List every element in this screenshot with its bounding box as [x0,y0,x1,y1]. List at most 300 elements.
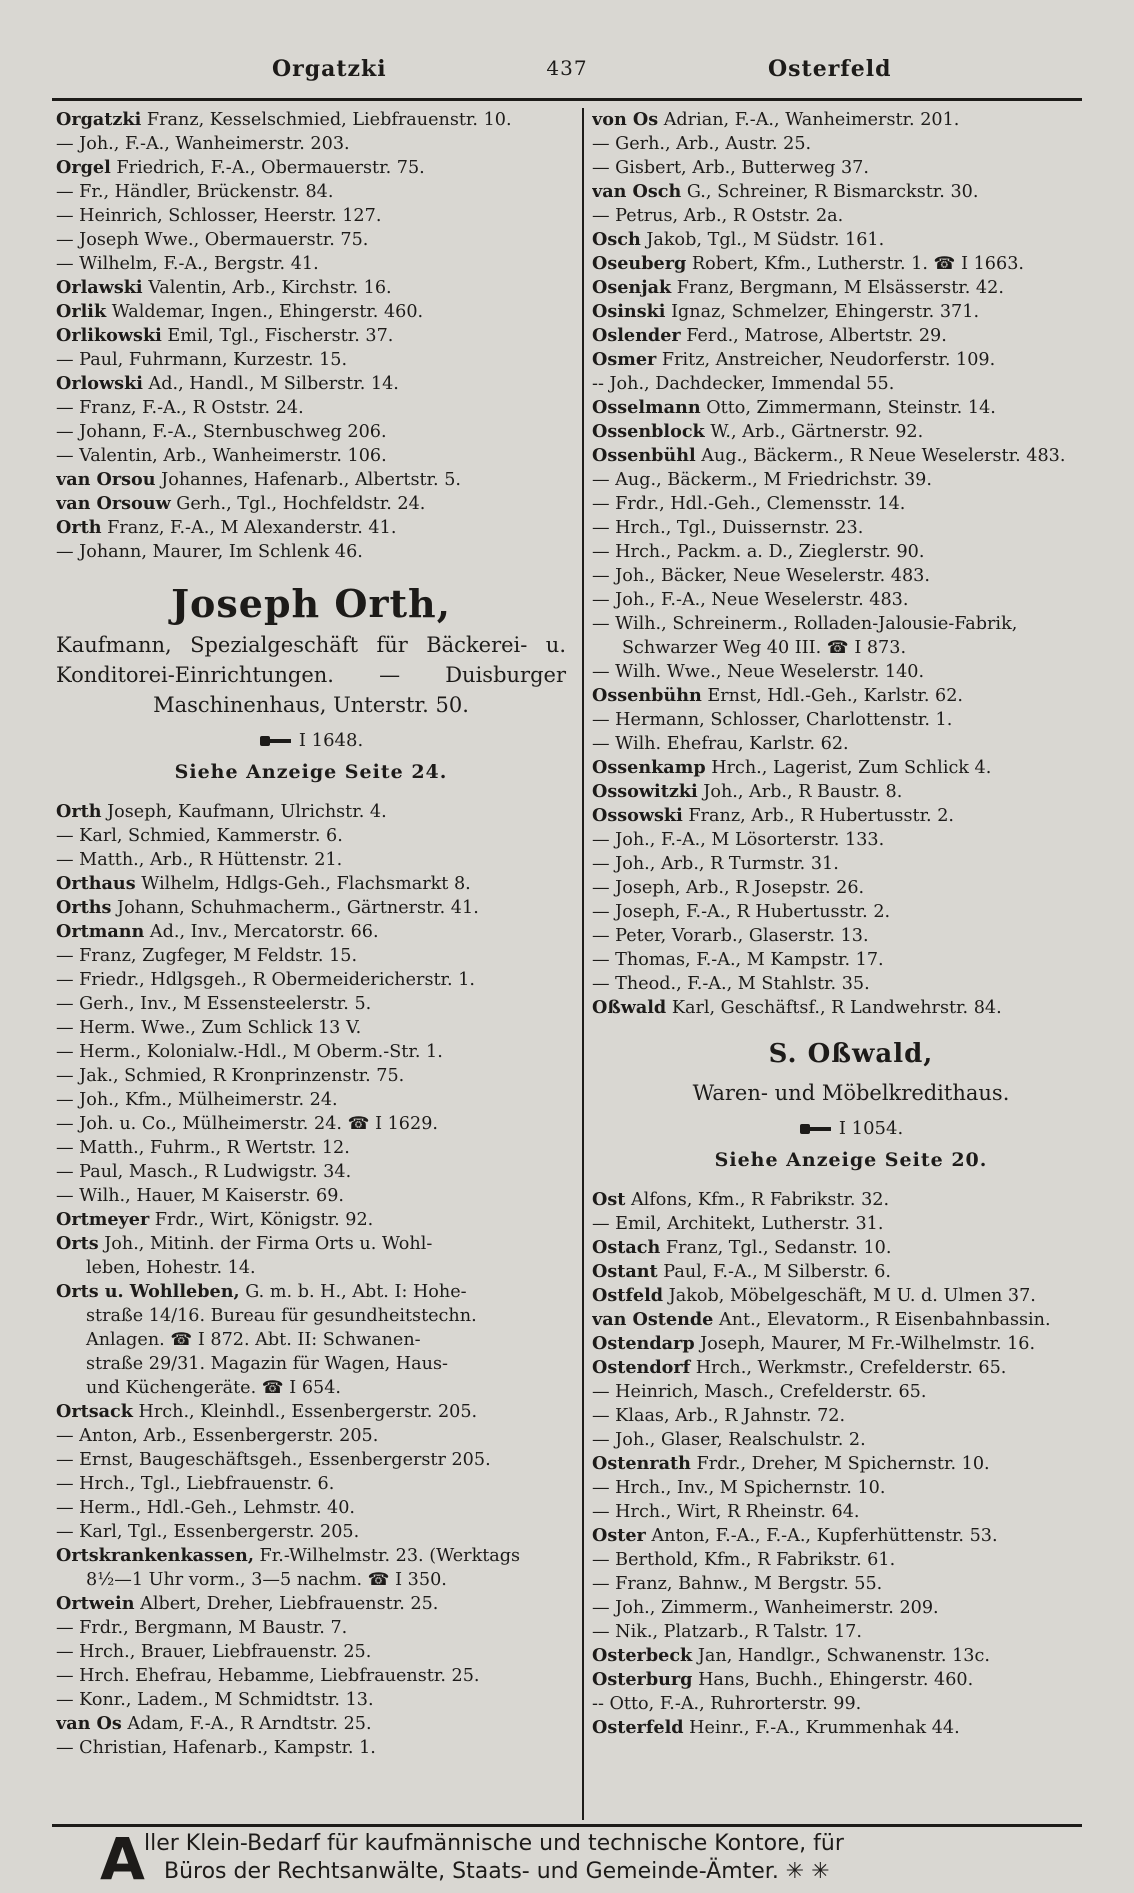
directory-entry [56,372,566,396]
directory-entry [56,1568,566,1592]
entry-details: — Emil, Architekt, Lutherstr. 31. [592,1214,884,1234]
entry-details: Valentin, Arb., Kirchstr. 16. [142,278,392,298]
ad-phone-number: I 1054. [838,1118,904,1139]
entry-details: Joseph, Maurer, M Fr.-Wilhelmstr. 16. [694,1334,1036,1354]
directory-entry [592,228,1110,252]
entry-details: Franz, Tgl., Sedanstr. 10. [660,1238,892,1258]
entry-details: — Konr., Ladem., M Schmidtstr. 13. [56,1690,374,1710]
entry-details: — Heinrich, Masch., Crefelderstr. 65. [592,1382,927,1402]
entry-surname: Orts [56,1233,99,1254]
entry-details: — Gisbert, Arb., Butterweg 37. [592,158,869,178]
directory-entry [56,1712,566,1736]
directory-entry [56,1280,566,1304]
directory-entry [592,1284,1110,1308]
entry-details: Anton, F.-A., F.-A., Kupferhüttenstr. 53. [645,1526,998,1546]
directory-entry [592,1668,1110,1692]
directory-entry [56,1352,566,1376]
entry-details: Hans, Buchh., Ehingerstr. 460. [692,1670,974,1690]
directory-entry [592,1476,1110,1500]
directory-entry [56,1592,566,1616]
entry-details: — Hrch., Tgl., Liebfrauenstr. 6. [56,1474,335,1494]
entry-details: Otto, Zimmermann, Steinstr. 14. [700,398,996,418]
directory-entry [56,1640,566,1664]
entry-details: — Gerh., Inv., M Essensteelerstr. 5. [56,994,372,1014]
entry-details: Ferd., Matrose, Albertstr. 29. [680,326,947,346]
entry-details: — Joh., Glaser, Realschulstr. 2. [592,1430,866,1450]
directory-entry [592,1452,1110,1476]
directory-entry [592,324,1110,348]
directory-entry [592,396,1110,420]
directory-entry [56,1064,566,1088]
entry-surname: Orlik [56,301,107,322]
entry-details: Joh., Mitinh. der Firma Orts u. Wohl- [98,1234,433,1254]
directory-entry [56,492,566,516]
footer-advertisement [100,1825,1082,1893]
directory-entry [592,1644,1110,1668]
entry-details: Frdr., Wirt, Königstr. 92. [149,1210,374,1230]
entry-details: Anlagen. ☎ I 872. Abt. II: Schwanen- [86,1330,421,1350]
ad-line: Konditorei-Einrichtungen. — Duisburger [56,663,566,687]
entry-surname: Ossenkamp [592,757,706,778]
directory-entry [56,848,566,872]
entry-details: — Franz, Bahnw., M Bergstr. 55. [592,1574,883,1594]
directory-entry [56,300,566,324]
directory-entry [592,684,1110,708]
directory-entry [56,180,566,204]
directory-entry [56,324,566,348]
header-rule [52,98,1082,101]
entry-details: — Karl, Tgl., Essenbergerstr. 205. [56,1522,360,1542]
entry-details: — Joh., Kfm., Mülheimerstr. 24. [56,1090,338,1110]
directory-entry [592,1620,1110,1644]
directory-entry [592,1356,1110,1380]
entry-surname: van Orsou [56,469,156,490]
entry-details: — Matth., Fuhrm., R Wertstr. 12. [56,1138,350,1158]
entry-surname: Ortwein [56,1593,135,1614]
entry-details: Wilhelm, Hdlgs-Geh., Flachsmarkt 8. [135,874,471,894]
directory-entry [56,968,566,992]
entry-details: Schwarzer Weg 40 III. ☎ I 873. [622,638,907,658]
entry-surname: van Ostende [592,1309,714,1330]
directory-entry [592,876,1110,900]
entry-surname: Ortsack [56,1401,133,1422]
entry-surname: Oseuberg [592,253,687,274]
entry-details: — Hrch. Ehefrau, Hebamme, Liebfrauenstr. 25. [56,1666,480,1686]
advertisement-joseph-orth [56,578,566,786]
directory-entry [592,300,1110,324]
entry-details: — Paul, Fuhrmann, Kurzestr. 15. [56,350,348,370]
directory-entry [56,1040,566,1064]
directory-entry [592,1716,1110,1740]
directory-entry [592,660,1110,684]
directory-entry [56,1544,566,1568]
entry-details: Paul, F.-A., M Silberstr. 6. [657,1262,891,1282]
entry-surname: Oßwald [592,997,667,1018]
entry-surname: Osinski [592,301,666,322]
entry-details: — Wilh., Schreinerm., Rolladen-Jalousie-Fabrik, [592,614,1018,634]
entry-details: — Herm., Hdl.-Geh., Lehmstr. 40. [56,1498,356,1518]
entry-details: — Hrch., Wirt, R Rheinstr. 64. [592,1502,860,1522]
directory-entry [592,1548,1110,1572]
ad-reference: Siehe Anzeige Seite 20. [714,1149,988,1171]
entry-surname: van Orsouw [56,493,171,514]
directory-entry [56,540,566,564]
directory-entry [592,1236,1110,1260]
footer-line: Büros der Rechtsanwälte, Staats- und Gemeinde-Ämter. ✳ ✳ [164,1859,830,1884]
entry-details: — Thomas, F.-A., M Kampstr. 17. [592,950,884,970]
entry-details: G., Schreiner, R Bismarckstr. 30. [681,182,979,202]
entry-details: Jakob, Tgl., M Südstr. 161. [640,230,885,250]
entry-surname: Osterfeld [592,1717,684,1738]
entry-surname: Ossowitzki [592,781,698,802]
ad-line: Maschinenhaus, Unterstr. 50. [153,693,469,717]
directory-entry [592,252,1110,276]
directory-entry [56,348,566,372]
directory-entry [56,1184,566,1208]
directory-entry [56,1616,566,1640]
entry-details: Friedrich, F.-A., Obermauerstr. 75. [110,158,425,178]
directory-entry [592,900,1110,924]
directory-entry [56,1736,566,1760]
entry-details: und Küchengeräte. ☎ I 654. [86,1378,341,1398]
entry-surname: van Os [56,1713,122,1734]
entry-details: Jan, Handlgr., Schwanenstr. 13c. [692,1646,990,1666]
entry-surname: Orlowski [56,373,143,394]
entry-details: 8½—1 Uhr vorm., 3—5 nachm. ☎ I 350. [86,1570,447,1590]
directory-entry [56,276,566,300]
entry-details: — Joh., Arb., R Turmstr. 31. [592,854,839,874]
entry-details: Heinr., F.-A., Krummenhak 44. [683,1718,960,1738]
entry-details: — Franz, Zugfeger, M Feldstr. 15. [56,946,358,966]
directory-entry [592,756,1110,780]
entry-details: leben, Hohestr. 14. [86,1258,256,1278]
entry-details: — Nik., Platzarb., R Talstr. 17. [592,1622,862,1642]
entry-details: W., Arb., Gärtnerstr. 92. [704,422,924,442]
entry-details: — Herm., Kolonialw.-Hdl., M Oberm.-Str. 1. [56,1042,443,1062]
directory-entry [56,516,566,540]
header-left-keyword: Orgatzki [272,56,387,82]
directory-entry [592,732,1110,756]
entry-details: Johann, Schuhmacherm., Gärtnerstr. 41. [111,898,479,918]
directory-entry [56,824,566,848]
directory-entry [56,1112,566,1136]
entry-details: — Fr., Händler, Brückenstr. 84. [56,182,334,202]
entry-details: Frdr., Dreher, M Spichernstr. 10. [690,1454,990,1474]
right-column [592,108,1110,1740]
directory-entry [56,872,566,896]
directory-entry [592,852,1110,876]
directory-entry [592,204,1110,228]
entry-details: — Joh., F.-A., M Lösorterstr. 133. [592,830,885,850]
directory-entry [592,540,1110,564]
directory-entry [56,1400,566,1424]
directory-entry [56,1664,566,1688]
directory-entry [56,800,566,824]
entry-details: Hrch., Werkmstr., Crefelderstr. 65. [690,1358,1007,1378]
entry-surname: Osmer [592,349,657,370]
directory-entry [592,972,1110,996]
entry-details: — Johann, F.-A., Sternbuschweg 206. [56,422,387,442]
entry-details: — Theod., F.-A., M Stahlstr. 35. [592,974,870,994]
entry-details: — Johann, Maurer, Im Schlenk 46. [56,542,363,562]
directory-entry [56,992,566,1016]
footer-rule [52,1824,1082,1827]
entry-details: — Franz, F.-A., R Oststr. 24. [56,398,304,418]
directory-entry [592,1308,1110,1332]
directory-entry [592,1692,1110,1716]
directory-entry [56,1496,566,1520]
entry-details: — Joseph Wwe., Obermauerstr. 75. [56,230,369,250]
entry-details: Fritz, Anstreicher, Neudorferstr. 109. [656,350,996,370]
entry-surname: Ossenbühl [592,445,696,466]
entry-surname: Ostach [592,1237,661,1258]
entry-details: — Christian, Hafenarb., Kampstr. 1. [56,1738,376,1758]
entry-surname: Ortmann [56,921,145,942]
entry-details: Robert, Kfm., Lutherstr. 1. ☎ I 1663. [686,254,1024,274]
entry-details: Ad., Inv., Mercatorstr. 66. [144,922,379,942]
directory-entry [592,612,1110,636]
entry-details: Karl, Geschäftsf., R Landwehrstr. 84. [666,998,1002,1018]
entry-surname: Orth [56,801,102,822]
entry-surname: Ostendarp [592,1333,695,1354]
entry-details: — Joh., F.-A., Neue Weselerstr. 483. [592,590,909,610]
directory-entry [56,108,566,132]
directory-entry [592,1500,1110,1524]
directory-entry [56,252,566,276]
directory-entry [592,1188,1110,1212]
directory-entry [56,228,566,252]
entry-details: — Wilh. Wwe., Neue Weselerstr. 140. [592,662,925,682]
entry-surname: Ostant [592,1261,658,1282]
ad-phone-number: I 1648. [298,730,364,751]
footer-line: ller Klein-Bedarf für kaufmännische und technische Kontore, für [144,1831,844,1856]
footer-initial: A [100,1825,145,1893]
entry-details: Aug., Bäckerm., R Neue Weselerstr. 483. [695,446,1066,466]
directory-entry [56,1256,566,1280]
entry-surname: Osterbeck [592,1645,693,1666]
entry-details: — Paul, Masch., R Ludwigstr. 34. [56,1162,352,1182]
entry-details: — Hrch., Tgl., Duissernstr. 23. [592,518,864,538]
directory-entry [592,1260,1110,1284]
directory-entry [56,420,566,444]
directory-entry [56,896,566,920]
entry-details: — Berthold, Kfm., R Fabrikstr. 61. [592,1550,896,1570]
entry-details: -- Joh., Dachdecker, Immendal 55. [592,374,895,394]
ad-reference: Siehe Anzeige Seite 24. [174,761,448,783]
entry-surname: Ossenblock [592,421,705,442]
directory-entry [56,1472,566,1496]
directory-entry [592,1596,1110,1620]
entry-surname: Osenjak [592,277,672,298]
directory-entry [592,804,1110,828]
entry-details: Hrch., Kleinhdl., Essenbergerstr. 205. [132,1402,478,1422]
directory-entry [56,1232,566,1256]
directory-entry [56,396,566,420]
ad-phone [592,1112,1110,1146]
directory-entry [592,636,1110,660]
ad-line: Waren- und Möbelkredithaus. [692,1081,1010,1105]
entry-details: Ignaz, Schmelzer, Ehingerstr. 371. [665,302,980,322]
directory-entry [56,1688,566,1712]
entry-surname: Ossenbühn [592,685,702,706]
entry-details: Emil, Tgl., Fischerstr. 37. [161,326,394,346]
entry-surname: Orlikowski [56,325,162,346]
ad-title: Joseph Orth, [171,581,451,626]
page-number: 437 [546,56,588,80]
entry-surname: von Os [592,109,659,130]
entry-details: G. m. b. H., Abt. I: Hohe- [239,1282,467,1302]
directory-entry [592,132,1110,156]
entry-surname: Osterburg [592,1669,693,1690]
entry-details: — Friedr., Hdlgsgeh., R Obermeidericherstr. 1. [56,970,476,990]
left-column [56,108,566,1760]
entry-details: — Wilh. Ehefrau, Karlstr. 62. [592,734,849,754]
directory-entry [592,516,1110,540]
entry-details: — Joh., F.-A., Wanheimerstr. 203. [56,134,350,154]
directory-entry [56,156,566,180]
entry-details: — Peter, Vorarb., Glaserstr. 13. [592,926,869,946]
ad-phone [56,724,566,758]
directory-entry [592,1212,1110,1236]
directory-entry [56,1208,566,1232]
entry-details: Albert, Dreher, Liebfrauenstr. 25. [134,1594,439,1614]
entry-details: Franz, Arb., R Hubertusstr. 2. [682,806,955,826]
directory-entry [592,180,1110,204]
entry-details: Franz, Kesselschmied, Liebfrauenstr. 10. [141,110,512,130]
entry-surname: Orths [56,897,112,918]
directory-entry [592,1380,1110,1404]
entry-details: Gerh., Tgl., Hochfeldstr. 24. [170,494,426,514]
directory-entry [592,444,1110,468]
directory-entry [592,948,1110,972]
directory-entry [56,1088,566,1112]
directory-entry [592,492,1110,516]
directory-entry [56,1328,566,1352]
directory-entry [56,1448,566,1472]
directory-entry [592,708,1110,732]
entry-details: — Wilhelm, F.-A., Bergstr. 41. [56,254,319,274]
directory-entry [56,204,566,228]
entry-surname: Orgel [56,157,111,178]
ad-title: S. Oßwald, [768,1039,934,1069]
entry-details: Johannes, Hafenarb., Albertstr. 5. [155,470,461,490]
entry-details: Ad., Handl., M Silberstr. 14. [142,374,399,394]
entry-surname: Ortskrankenkassen, [56,1545,254,1566]
directory-entry [56,1160,566,1184]
entry-details: — Hermann, Schlosser, Charlottenstr. 1. [592,710,953,730]
entry-details: — Ernst, Baugeschäftsgeh., Essenbergerstr 205. [56,1450,491,1470]
directory-entry [592,1428,1110,1452]
entry-details: — Matth., Arb., R Hüttenstr. 21. [56,850,343,870]
entry-details: — Valentin, Arb., Wanheimerstr. 106. [56,446,387,466]
entry-details: straße 14/16. Bureau für gesundheitstechn. [86,1306,477,1326]
entry-surname: van Osch [592,181,682,202]
directory-entry [592,372,1110,396]
directory-entry [592,828,1110,852]
entry-details: — Joseph, Arb., R Josepstr. 26. [592,878,865,898]
directory-entry [592,156,1110,180]
entry-surname: Osch [592,229,641,250]
directory-entry [592,1332,1110,1356]
directory-entry [592,420,1110,444]
telephone-icon [259,734,293,748]
entry-surname: Ostendorf [592,1357,691,1378]
entry-details: Adrian, F.-A., Wanheimerstr. 201. [658,110,960,130]
entry-details: — Hrch., Brauer, Liebfrauenstr. 25. [56,1642,372,1662]
entry-details: Adam, F.-A., R Arndtstr. 25. [121,1714,372,1734]
entry-details: — Heinrich, Schlosser, Heerstr. 127. [56,206,382,226]
directory-entry [56,1016,566,1040]
directory-entry [56,1136,566,1160]
directory-entry [56,468,566,492]
directory-entry [592,924,1110,948]
entry-details: Franz, F.-A., M Alexanderstr. 41. [101,518,397,538]
entry-details: — Gerh., Arb., Austr. 25. [592,134,812,154]
directory-entry [592,276,1110,300]
entry-details: — Karl, Schmied, Kammerstr. 6. [56,826,343,846]
entry-surname: Osselmann [592,397,701,418]
entry-details: — Anton, Arb., Essenbergerstr. 205. [56,1426,379,1446]
entry-details: Joh., Arb., R Baustr. 8. [697,782,903,802]
directory-entry [592,1524,1110,1548]
entry-surname: Orth [56,517,102,538]
entry-details: — Joseph, F.-A., R Hubertusstr. 2. [592,902,891,922]
entry-details: -- Otto, F.-A., Ruhrorterstr. 99. [592,1694,862,1714]
entry-details: Jakob, Möbelgeschäft, M U. d. Ulmen 37. [663,1286,1036,1306]
entry-details: — Frdr., Bergmann, M Baustr. 7. [56,1618,348,1638]
entry-surname: Orts u. Wohlleben, [56,1281,240,1302]
header-right-keyword: Osterfeld [768,56,892,82]
directory-entry [56,1304,566,1328]
entry-details: — Joh., Zimmerm., Wanheimerstr. 209. [592,1598,939,1618]
directory-entry [56,920,566,944]
directory-entry [56,444,566,468]
entry-details: straße 29/31. Magazin für Wagen, Haus- [86,1354,448,1374]
entry-details: Alfons, Kfm., R Fabrikstr. 32. [625,1190,890,1210]
advertisement-osswald [592,1030,1110,1174]
directory-entry [592,468,1110,492]
directory-entry [592,1572,1110,1596]
entry-details: — Frdr., Hdl.-Geh., Clemensstr. 14. [592,494,906,514]
entry-surname: Ost [592,1189,626,1210]
entry-surname: Orgatzki [56,109,142,130]
entry-details: — Hrch., Packm. a. D., Zieglerstr. 90. [592,542,925,562]
entry-details: — Klaas, Arb., R Jahnstr. 72. [592,1406,846,1426]
entry-surname: Ostenrath [592,1453,691,1474]
directory-entry [592,564,1110,588]
entry-surname: Ostfeld [592,1285,664,1306]
entry-details: — Wilh., Hauer, M Kaiserstr. 69. [56,1186,345,1206]
entry-surname: Ossowski [592,805,683,826]
entry-surname: Orthaus [56,873,136,894]
directory-entry [592,1404,1110,1428]
entry-surname: Orlawski [56,277,143,298]
directory-entry [56,1520,566,1544]
entry-surname: Ortmeyer [56,1209,150,1230]
directory-entry [592,780,1110,804]
entry-details: Franz, Bergmann, M Elsässerstr. 42. [671,278,1004,298]
entry-details: Joseph, Kaufmann, Ulrichstr. 4. [101,802,387,822]
directory-entry [56,1424,566,1448]
entry-details: Hrch., Lagerist, Zum Schlick 4. [705,758,992,778]
directory-entry [56,1376,566,1400]
directory-entry [592,348,1110,372]
entry-details: — Jak., Schmied, R Kronprinzenstr. 75. [56,1066,405,1086]
entry-surname: Oster [592,1525,646,1546]
page-header [52,56,1082,90]
directory-entry [592,996,1110,1020]
ad-line: Kaufmann, Spezialgeschäft für Bäckerei- u. [56,633,566,657]
